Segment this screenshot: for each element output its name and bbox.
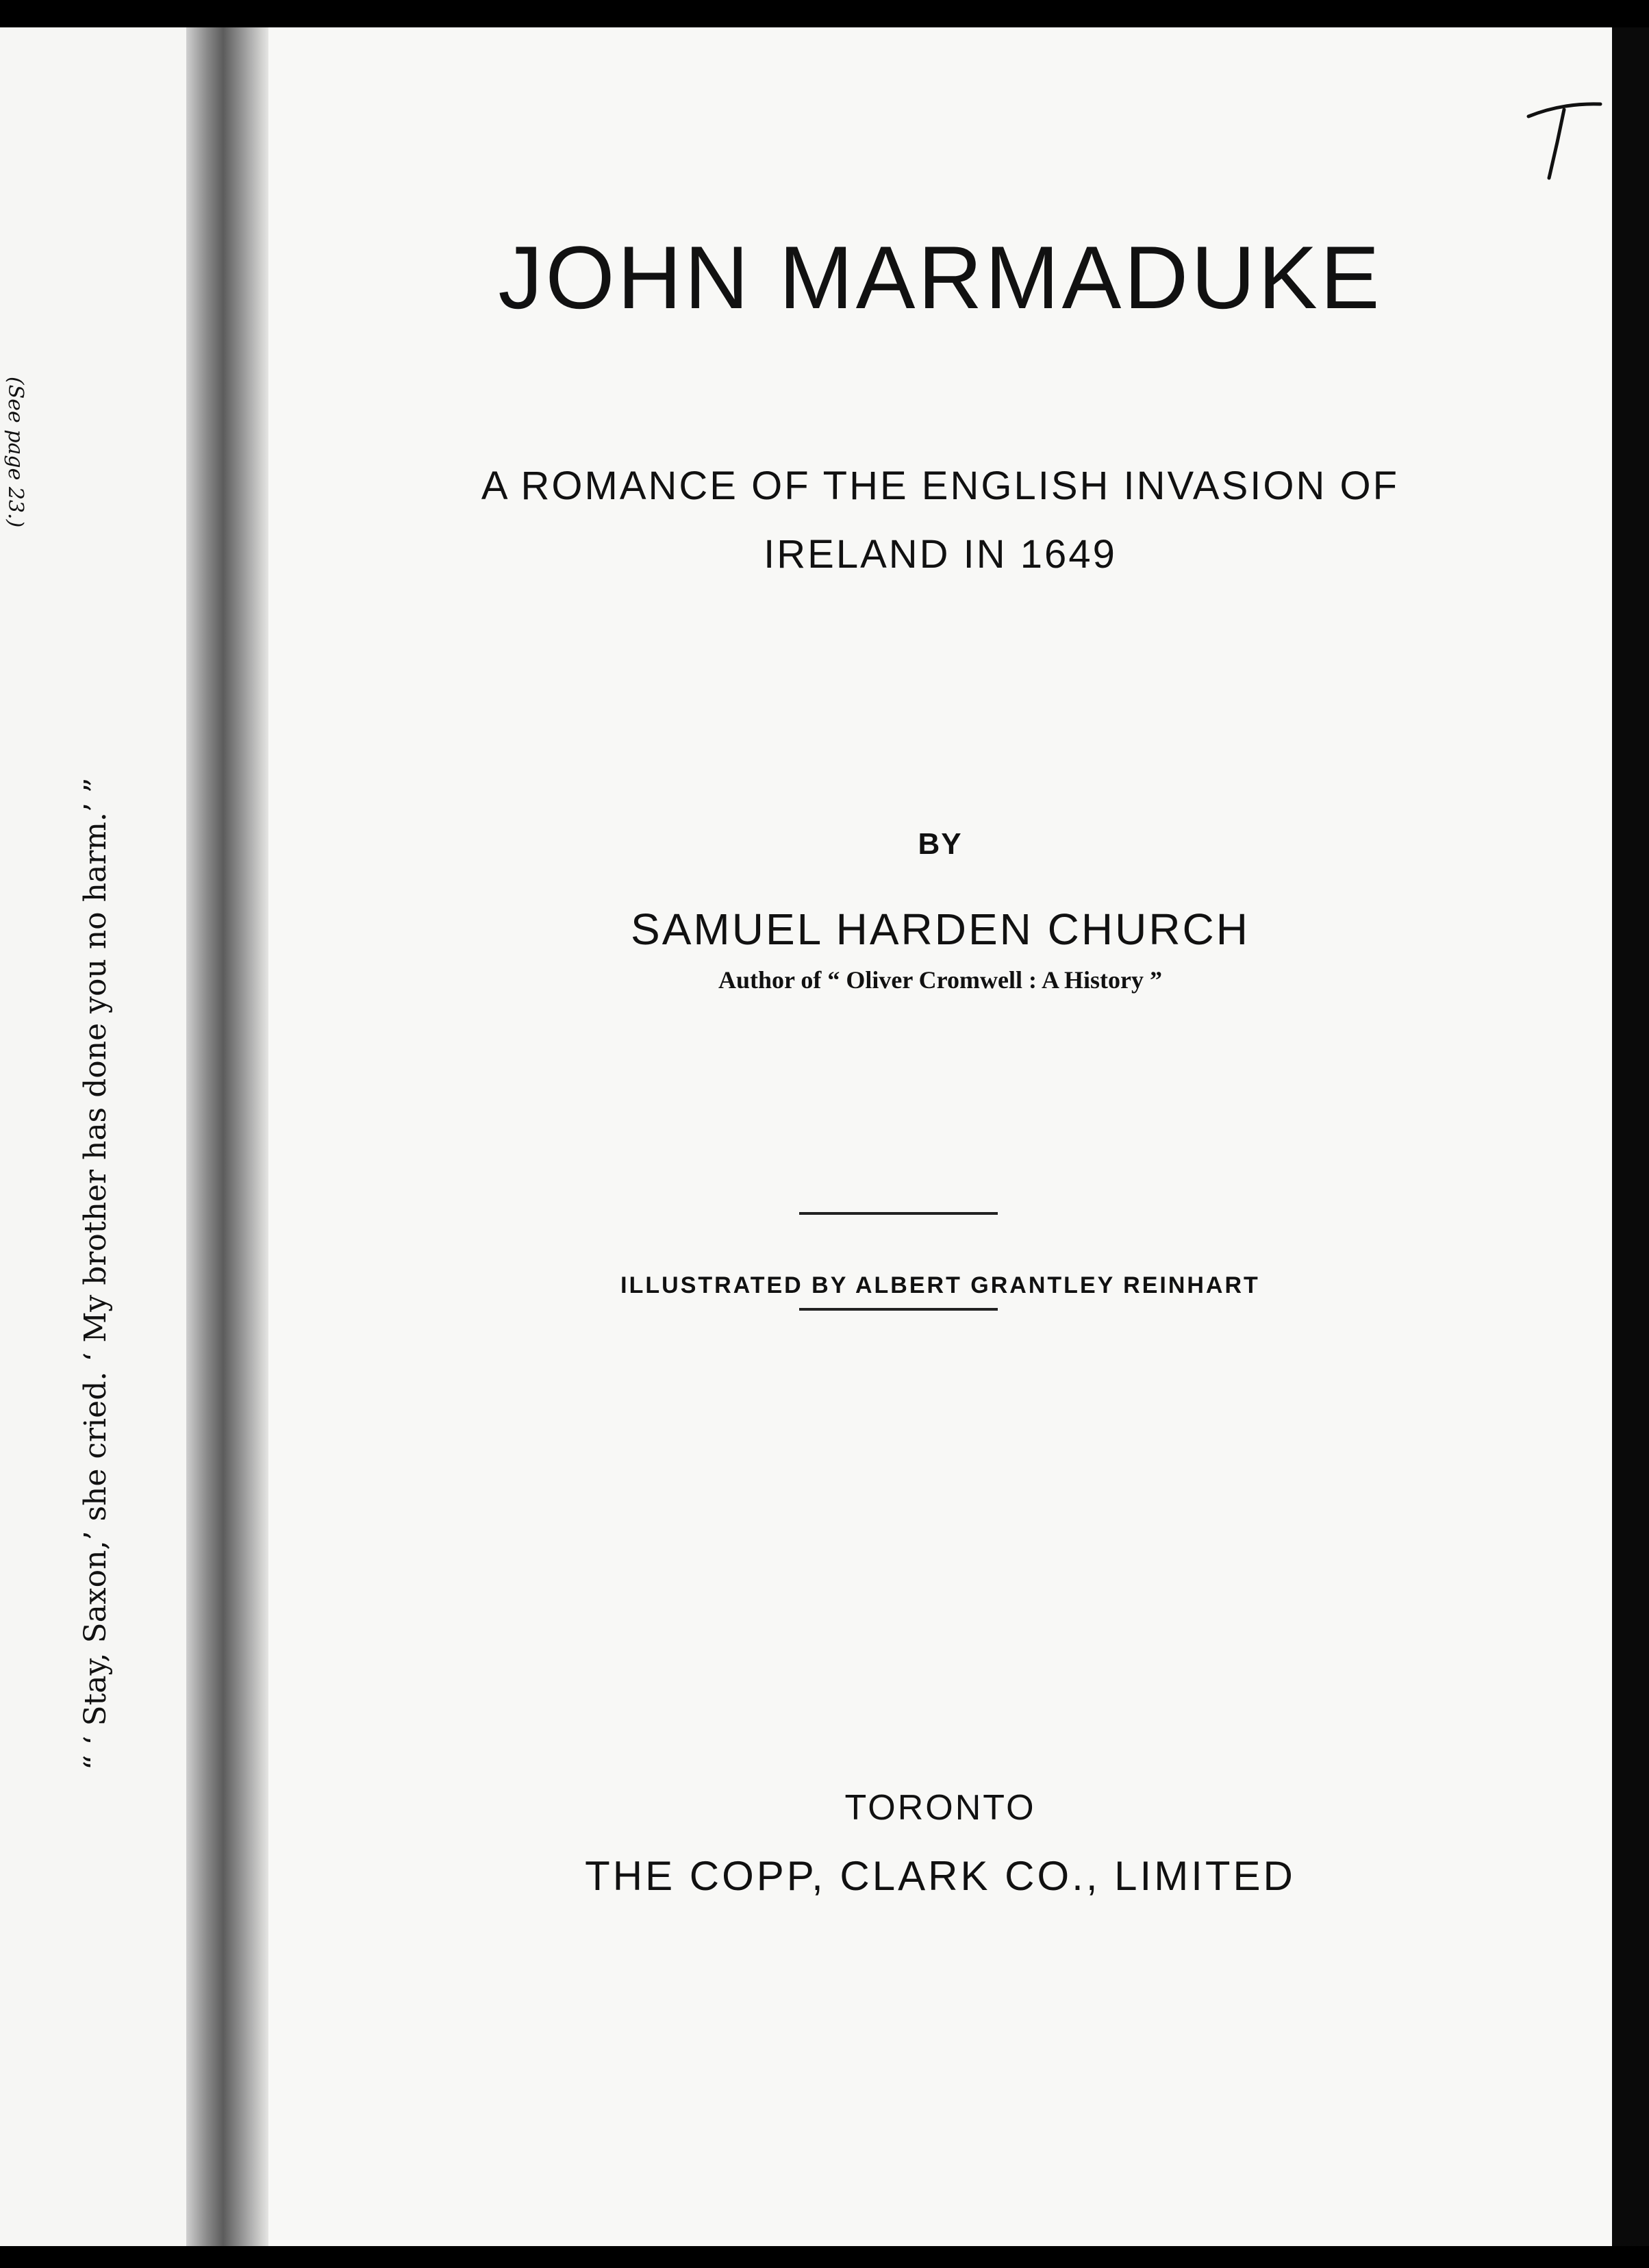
scan-edge: [1612, 27, 1649, 2246]
subtitle-line-2: IRELAND IN 1649: [764, 532, 1117, 577]
author-credit: Author of “ Oliver Cromwell : A History ”: [718, 966, 1162, 994]
book-title: JOHN MARMADUKE: [498, 227, 1383, 327]
publisher-name: THE COPP, CLARK CO., LIMITED: [585, 1853, 1296, 1899]
title-page: [268, 27, 1612, 2246]
author-name: SAMUEL HARDEN CHURCH: [631, 905, 1250, 954]
page-reference: (See page 23.): [3, 377, 27, 528]
by-label: BY: [918, 827, 963, 861]
publication-place: TORONTO: [844, 1788, 1036, 1828]
divider-rule-top: [799, 1212, 998, 1215]
handwritten-mark: [1522, 89, 1604, 185]
illustrator-credit: ILLUSTRATED BY ALBERT GRANTLEY REINHART: [620, 1272, 1260, 1298]
book-gutter: [186, 27, 268, 2246]
book-subtitle: [268, 452, 1612, 589]
facing-page: [0, 27, 186, 2246]
caption-quote: “ ‘ Stay, Saxon,’ she cried. ‘ My brother has done you no harm.’ ”: [78, 777, 113, 1770]
divider-rule-bottom: [799, 1308, 998, 1311]
subtitle-line-1: A ROMANCE OF THE ENGLISH INVASION OF: [481, 464, 1400, 508]
